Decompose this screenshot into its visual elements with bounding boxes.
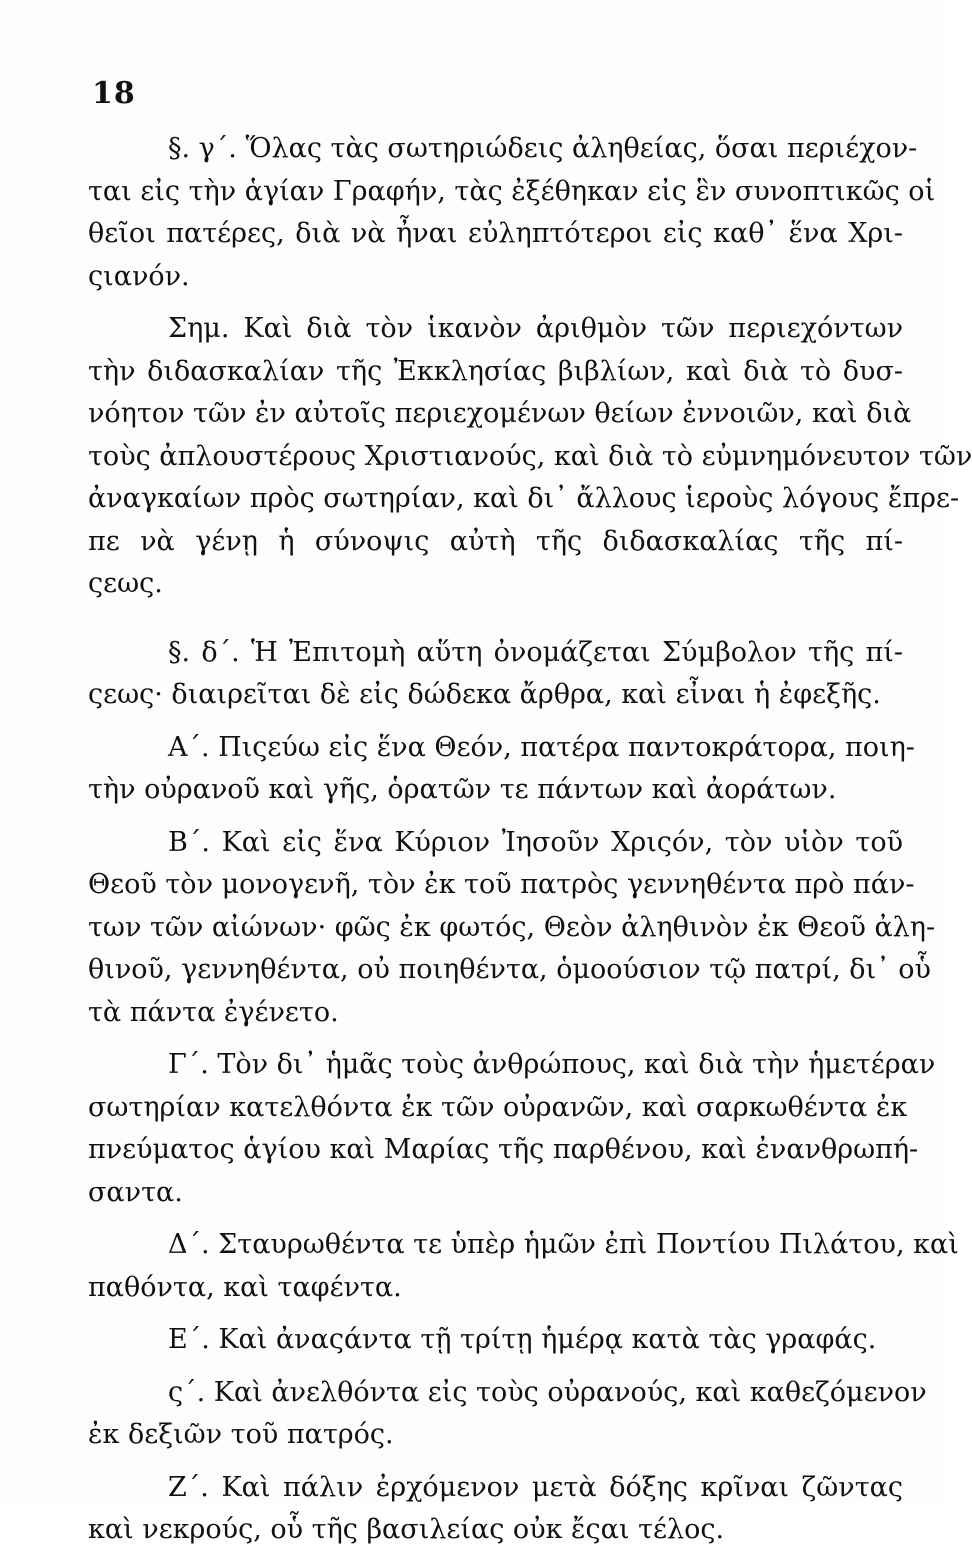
text-line: τὴν διδασκαλίαν τῆς Ἐκκλησίας βιβλίων, καὶ διὰ τὸ δυσ- <box>88 355 903 387</box>
text-line: τὰ πάντα ἐγένετο. <box>88 996 339 1028</box>
text-line: Δ΄. Σταυρωθέντα τε ὑπὲρ ἡμῶν ἐπὶ Ποντίου Πιλάτου, καὶ <box>168 1229 959 1260</box>
text-line: §. γ΄. Ὅλας τὰς σωτηριώδεις ἀληθείας, ὅσαι περιέχον- <box>168 133 918 164</box>
text-line: ς΄. Καὶ ἀνελθόντα εἰς τοὺς οὐρανούς, καὶ καθεζόμενον <box>168 1376 927 1408</box>
text-line: πνεύματος ἁγίου καὶ Μαρίας τῆς παρθένου, καὶ ἐνανθρωπή- <box>88 1134 919 1165</box>
text-line: θινοῦ, γεννηθέντα, οὐ ποιηθέντα, ὁμοούσιον τῷ πατρί, δι᾽ οὗ <box>88 954 931 985</box>
text-line: Α΄. Πιςεύω εἰς ἕνα Θεόν, πατέρα παντοκράτορα, ποιη- <box>168 731 915 763</box>
text-line: ἐκ δεξιῶν τοῦ πατρός. <box>88 1419 394 1450</box>
paragraph-section-gamma <box>88 128 936 298</box>
text-line: Ε΄. Καὶ ἀναςάντα τῇ τρίτῃ ἡμέρᾳ κατὰ τὰς γραφάς. <box>168 1324 877 1355</box>
creed-article-3 <box>88 1044 936 1214</box>
text-line: τὴν οὐρανοῦ καὶ γῆς, ὁρατῶν τε πάντων καὶ ἀοράτων. <box>88 774 837 805</box>
text-line: των τῶν αἰώνων· φῶς ἐκ φωτός, Θεὸν ἀληθινὸν ἐκ Θεοῦ ἀλη- <box>88 911 936 943</box>
creed-article-4 <box>88 1224 959 1309</box>
creed-article-7 <box>88 1467 903 1552</box>
text-line: §. δ΄. Ἡ Ἐπιτομὴ αὕτη ὀνομάζεται Σύμβολον τῆς πί- <box>168 636 903 668</box>
text-line: καὶ νεκρούς, οὗ τῆς βασιλείας οὐκ ἔςαι τέλος. <box>88 1514 725 1545</box>
text-line: ςιανόν. <box>88 260 190 292</box>
text-line: σαντα. <box>88 1176 183 1208</box>
creed-article-5 <box>88 1319 903 1362</box>
text-line: Ζ΄. Καὶ πάλιν ἐρχόμενον μετὰ δόξης κρῖναι ζῶντας <box>168 1471 903 1503</box>
text-line: Σημ. Καὶ διὰ τὸν ἱκανὸν ἀριθμὸν τῶν περιεχόντων <box>168 313 903 344</box>
page-text <box>88 128 972 1562</box>
page-number: 18 <box>92 76 136 111</box>
text-line: Β΄. Καὶ εἰς ἕνα Κύριον Ἰησοῦν Χριςόν, τὸν υἱὸν τοῦ <box>168 826 903 858</box>
text-line: πε νὰ γένῃ ἡ σύνοψις αὐτὴ τῆς διδασκαλίας τῆς πί- <box>88 525 903 557</box>
text-line: Γ΄. Τὸν δι᾽ ἡμᾶς τοὺς ἀνθρώπους, καὶ διὰ τὴν ἡμετέραν <box>168 1049 936 1080</box>
text-line: ἀναγκαίων πρὸς σωτηρίαν, καὶ δι᾽ ἄλλους ἱεροὺς λόγους ἔπρε- <box>88 483 960 514</box>
text-line: νόητον τῶν ἐν αὐτοῖς περιεχομένων θείων ἐννοιῶν, καὶ διὰ <box>88 398 912 429</box>
text-line: ςεως. <box>88 568 163 599</box>
text-line: θεῖοι πατέρες, διὰ νὰ ἦναι εὐληπτότεροι εἰς καθ᾽ ἕνα Χρι- <box>88 218 903 249</box>
creed-article-6 <box>88 1372 927 1457</box>
creed-article-2 <box>88 822 936 1035</box>
creed-article-1 <box>88 727 915 812</box>
text-line: Θεοῦ τὸν μονογενῆ, τὸν ἐκ τοῦ πατρὸς γεννηθέντα πρὸ πάν- <box>88 869 915 900</box>
text-line: τοὺς ἀπλουστέρους Χριστιανούς, καὶ διὰ τὸ εὐμνημόνευτον τῶν <box>88 440 972 472</box>
paragraph-section-delta <box>88 632 903 717</box>
paragraph-note <box>88 308 972 606</box>
text-line: ςεως· διαιρεῖται δὲ εἰς δώδεκα ἄρθρα, καὶ εἶναι ἡ ἐφεξῆς. <box>88 679 881 710</box>
text-line: σωτηρίαν κατελθόντα ἐκ τῶν οὐρανῶν, καὶ σαρκωθέντα ἐκ <box>88 1091 908 1123</box>
text-line: παθόντα, καὶ ταφέντα. <box>88 1271 402 1303</box>
text-line: ται εἰς τὴν ἁγίαν Γραφήν, τὰς ἐξέθηκαν εἰς ἓν συνοπτικῶς οἱ <box>88 175 936 207</box>
